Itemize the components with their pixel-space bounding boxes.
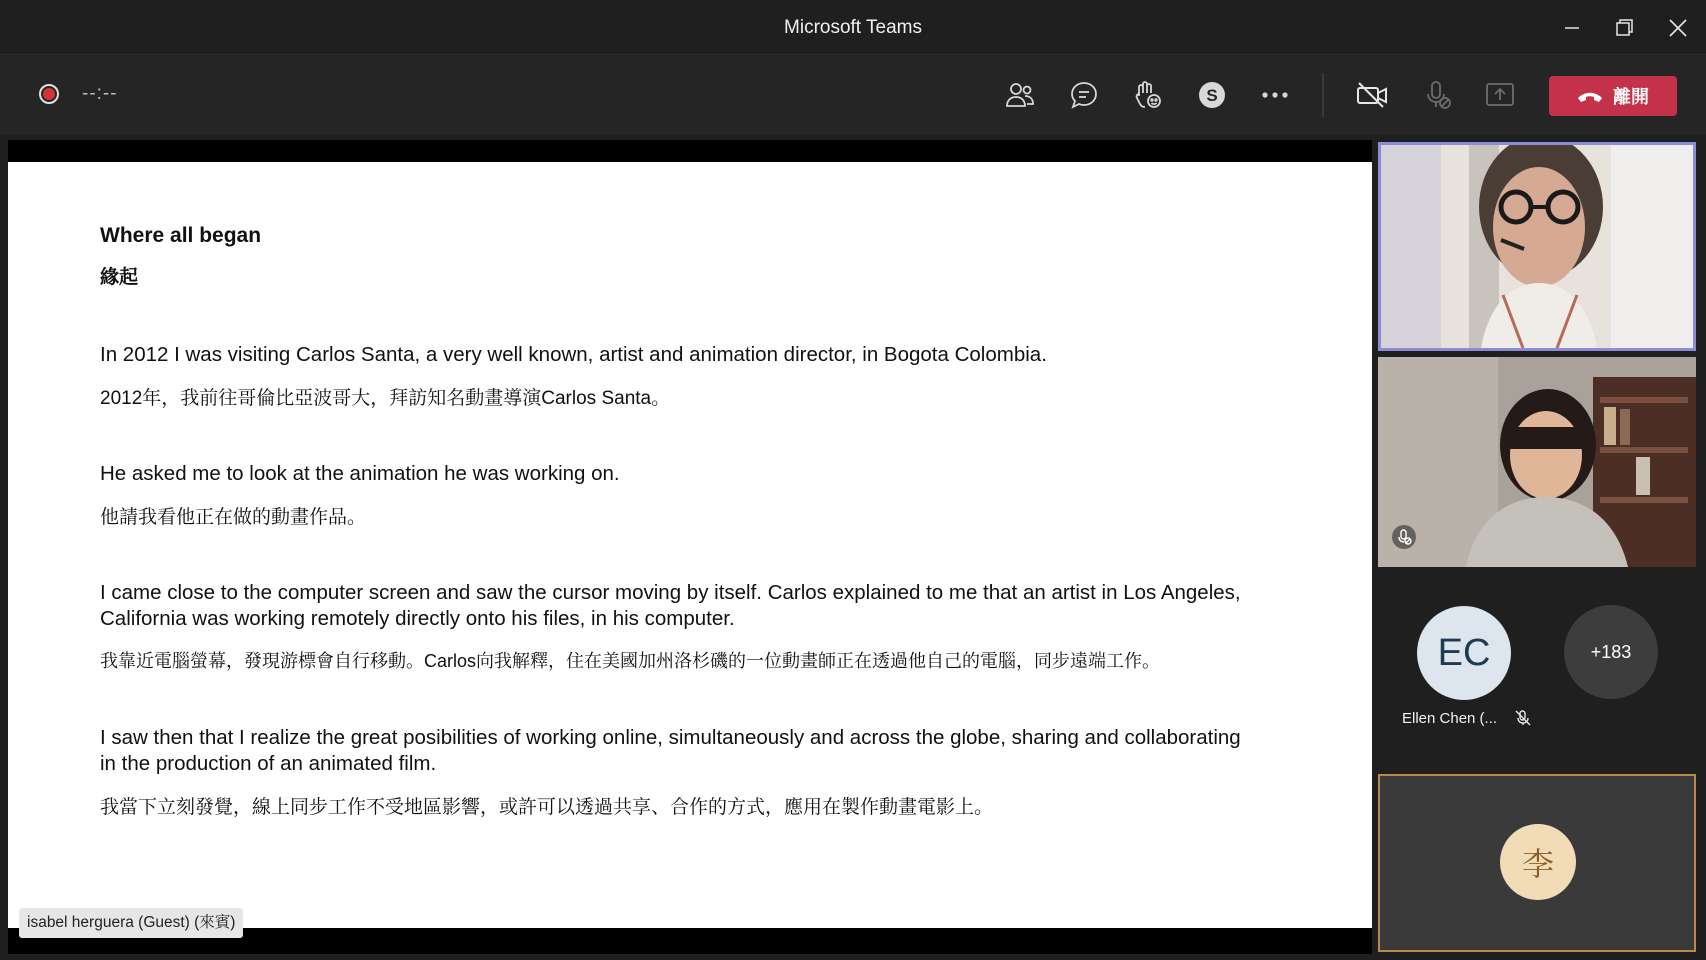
video-tile-active-speaker[interactable] <box>1378 142 1696 351</box>
slide-paragraph-1-zh: 2012年，我前往哥倫比亞波哥大，拜訪知名動畫導演Carlos Santa。 <box>100 388 671 409</box>
meeting-timer: --:-- <box>82 83 118 104</box>
meeting-toolbar <box>0 55 1706 135</box>
title-bar <box>0 0 1706 55</box>
toolbar-divider <box>1322 73 1324 117</box>
presenter-name-label: isabel herguera (Guest) (來賓) <box>19 908 243 938</box>
close-button[interactable] <box>1660 10 1696 46</box>
mic-muted-icon <box>1396 529 1412 545</box>
window-title: Microsoft Teams <box>784 17 922 38</box>
leave-button[interactable] <box>1549 76 1677 116</box>
mic-toggle-button[interactable] <box>1418 75 1458 115</box>
participant-name-ellen-chen <box>1402 710 1531 727</box>
avatar-ellen-chen[interactable]: EC <box>1417 606 1511 700</box>
minimize-icon <box>1564 20 1580 36</box>
shared-slide <box>8 162 1372 928</box>
svg-text:S: S <box>1206 86 1218 105</box>
skype-button[interactable] <box>1192 75 1232 115</box>
participants-icon <box>1005 81 1035 109</box>
mic-off-icon <box>1423 80 1453 110</box>
slide-paragraph-3-en-line2: California was working remotely directly onto his files, in his computer. <box>100 607 735 630</box>
more-options-button[interactable] <box>1255 75 1295 115</box>
participant-video-woman-glasses <box>1381 145 1693 348</box>
slide-paragraph-3-en-line1: I came close to the computer screen and saw the cursor moving by itself. Carlos explained to me that an artist in Los Angeles, <box>100 581 1241 604</box>
close-icon <box>1669 19 1687 37</box>
video-tile-participant-2[interactable] <box>1378 357 1696 567</box>
minimize-button[interactable] <box>1554 10 1590 46</box>
slide-paragraph-4-en-line2: in the production of an animated film. <box>100 752 437 775</box>
reactions-icon <box>1133 80 1163 110</box>
camera-toggle-button[interactable] <box>1352 75 1392 115</box>
shared-screen-bottom-bar <box>8 940 1372 954</box>
skype-icon <box>1198 81 1226 109</box>
share-tray-icon <box>1485 82 1515 108</box>
camera-off-icon <box>1356 81 1388 109</box>
phone-hangup-icon <box>1577 89 1603 103</box>
participant-video-young-woman <box>1378 357 1696 567</box>
slide-paragraph-2-zh: 他請我看他正在做的動畫作品。 <box>100 507 367 528</box>
more-icon <box>1262 91 1288 99</box>
chat-button[interactable] <box>1064 75 1104 115</box>
chat-icon <box>1069 81 1099 109</box>
mic-muted-icon <box>1515 710 1531 726</box>
slide-paragraph-4-zh: 我當下立刻發覺，線上同步工作不受地區影響，或許可以透過共享、合作的方式，應用在製作動畫電影上。 <box>100 797 994 818</box>
participants-button[interactable] <box>1000 75 1040 115</box>
slide-heading-zh: 緣起 <box>100 267 139 288</box>
mic-status <box>1392 525 1416 549</box>
slide-paragraph-4-en-line1: I saw then that I realize the great posibilities of working online, simultaneously and across the globe, sharing and collaborating <box>100 726 1241 749</box>
slide-paragraph-3-zh: 我靠近電腦螢幕，發現游標會自行移動。Carlos向我解釋，住在美國加州洛杉磯的一位動畫師正在透過他自己的電腦，同步遠端工作。 <box>100 651 1161 671</box>
slide-paragraph-1-en: In 2012 I was visiting Carlos Santa, a very well known, artist and animation director, in Bogota Colombia. <box>100 343 1047 366</box>
more-participants-button[interactable]: +183 <box>1564 605 1658 699</box>
slide-heading-en: Where all began <box>100 224 262 247</box>
participant-name-label: Ellen Chen (... <box>1402 710 1498 727</box>
restore-icon <box>1616 19 1634 37</box>
leave-label: 離開 <box>1613 87 1649 107</box>
reactions-button[interactable] <box>1128 75 1168 115</box>
share-tray-button[interactable] <box>1480 75 1520 115</box>
self-avatar: 李 <box>1500 824 1576 900</box>
slide-paragraph-2-en: He asked me to look at the animation he was working on. <box>100 462 620 485</box>
record-indicator-icon <box>39 84 59 104</box>
restore-button[interactable] <box>1607 10 1643 46</box>
